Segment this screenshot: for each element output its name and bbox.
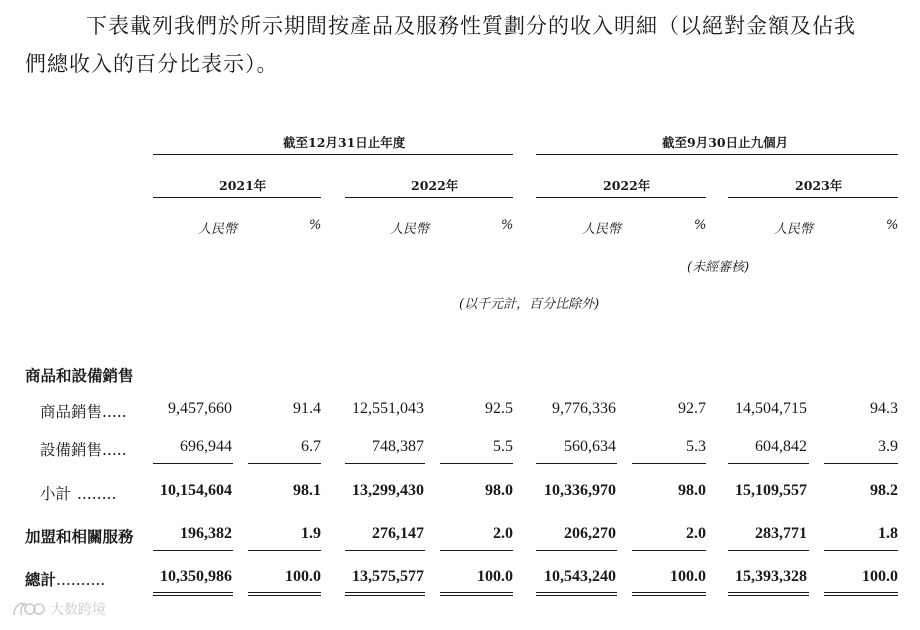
intro-line-1: 下表載列我們於所示期間按產品及服務性質劃分的收入明細（以絕對金額及佔我 [86, 14, 856, 38]
total-rule-7 [728, 550, 809, 551]
cell-goods-2023-9m-amount: 14,504,715 [735, 400, 807, 417]
brand-logo-icon [12, 600, 46, 618]
cell-goods-2022-9m-amount: 9,776,336 [552, 400, 616, 417]
total-rule-2 [248, 550, 321, 551]
cell-equipment-2023-9m-pct: 3.9 [878, 438, 898, 455]
cell-equipment-2021-pct: 6.7 [301, 438, 321, 455]
row-label-franchise: 加盟和相關服務 [25, 527, 134, 546]
percent-header-1: % [309, 218, 322, 233]
cell-franchise-2021-pct: 1.9 [301, 525, 321, 542]
watermark-text: 大数跨境 [50, 602, 106, 618]
percent-header-3: % [694, 218, 707, 233]
total-rule-1 [153, 550, 233, 551]
row-label-goods: 商品銷售..... [40, 403, 127, 421]
cell-total-2022-amount: 13,575,577 [352, 568, 424, 585]
cell-subtotal-2023-9m-pct: 98.2 [870, 482, 898, 499]
cell-subtotal-2022-9m-pct: 98.0 [678, 482, 706, 499]
percent-header-4: % [886, 218, 899, 233]
cell-goods-2022-amount: 12,551,043 [352, 400, 424, 417]
cell-goods-2021-amount: 9,457,660 [168, 400, 232, 417]
cell-equipment-2023-9m-amount: 604,842 [755, 438, 807, 455]
percent-header-2: % [501, 218, 514, 233]
currency-header-4: 人民幣 [774, 222, 814, 237]
cell-subtotal-2021-amount: 10,154,604 [160, 482, 232, 499]
cell-franchise-2022-pct: 2.0 [493, 525, 513, 542]
cell-franchise-2021-amount: 196,382 [180, 525, 232, 542]
double-rule-3 [345, 592, 425, 596]
group-rule-annual [153, 154, 513, 155]
cell-franchise-2022-amount: 276,147 [372, 525, 424, 542]
total-rule-3 [345, 550, 425, 551]
period-group-annual: 截至12月31日止年度 [283, 135, 406, 150]
currency-header-2: 人民幣 [390, 222, 430, 237]
cell-equipment-2022-9m-amount: 560,634 [564, 438, 616, 455]
cell-goods-2022-pct: 92.5 [485, 400, 513, 417]
cell-franchise-2023-9m-pct: 1.8 [878, 525, 898, 542]
row-label-subtotal: 小計 ........ [40, 485, 117, 503]
row-label-equipment: 設備銷售..... [40, 441, 127, 459]
cell-subtotal-2021-pct: 98.1 [293, 482, 321, 499]
year-rule-2023 [728, 197, 898, 198]
group-rule-nine-months [536, 154, 898, 155]
subtotal-rule-1 [153, 463, 233, 464]
cell-equipment-2022-amount: 748,387 [372, 438, 424, 455]
cell-subtotal-2022-pct: 98.0 [485, 482, 513, 499]
double-rule-4 [440, 592, 513, 596]
cell-goods-2021-pct: 91.4 [293, 400, 321, 417]
cell-total-2021-pct: 100.0 [285, 568, 321, 585]
cell-total-2021-amount: 10,350,986 [160, 568, 232, 585]
total-rule-8 [824, 550, 898, 551]
period-group-nine-months: 截至9月30日止九個月 [662, 135, 789, 150]
total-rule-4 [440, 550, 513, 551]
watermark [12, 599, 106, 619]
cell-total-2022-9m-amount: 10,543,240 [544, 568, 616, 585]
cell-subtotal-2022-amount: 13,299,430 [352, 482, 424, 499]
cell-goods-2023-9m-pct: 94.3 [870, 400, 898, 417]
cell-franchise-2022-9m-amount: 206,270 [564, 525, 616, 542]
double-rule-8 [824, 592, 898, 596]
double-rule-1 [153, 592, 233, 596]
cell-goods-2022-9m-pct: 92.7 [678, 400, 706, 417]
section-heading: 商品和設備銷售 [25, 366, 134, 385]
cell-total-2022-pct: 100.0 [477, 568, 513, 585]
cell-total-2023-9m-pct: 100.0 [862, 568, 898, 585]
subtotal-rule-2 [248, 463, 321, 464]
year-rule-2021 [153, 197, 321, 198]
subtotal-rule-8 [824, 463, 898, 464]
year-header-2023: 2023年 [795, 178, 843, 193]
cell-equipment-2022-9m-pct: 5.3 [686, 438, 706, 455]
cell-franchise-2022-9m-pct: 2.0 [686, 525, 706, 542]
currency-header-1: 人民幣 [198, 222, 238, 237]
subtotal-rule-4 [440, 463, 513, 464]
year-rule-2022-nine-months [536, 197, 706, 198]
unit-note: (以千元計，百分比除外) [459, 297, 600, 312]
intro-line-2: 們總收入的百分比表示）。 [25, 52, 279, 76]
year-header-2022: 2022年 [411, 178, 459, 193]
unaudited-note: (未經審核) [687, 260, 750, 275]
cell-subtotal-2023-9m-amount: 15,109,557 [735, 482, 807, 499]
total-rule-5 [536, 550, 617, 551]
year-rule-2022 [345, 197, 513, 198]
double-rule-5 [536, 592, 617, 596]
double-rule-7 [728, 592, 809, 596]
total-rule-6 [632, 550, 706, 551]
cell-equipment-2022-pct: 5.5 [493, 438, 513, 455]
year-header-2021: 2021年 [219, 178, 267, 193]
cell-subtotal-2022-9m-amount: 10,336,970 [544, 482, 616, 499]
subtotal-rule-7 [728, 463, 809, 464]
subtotal-rule-6 [632, 463, 706, 464]
currency-header-3: 人民幣 [582, 222, 622, 237]
year-header-2022-nine-months: 2022年 [603, 178, 651, 193]
row-label-total: 總計.......... [25, 570, 106, 589]
double-rule-6 [632, 592, 706, 596]
cell-total-2023-9m-amount: 15,393,328 [735, 568, 807, 585]
double-rule-2 [248, 592, 321, 596]
subtotal-rule-3 [345, 463, 425, 464]
cell-franchise-2023-9m-amount: 283,771 [755, 525, 807, 542]
subtotal-rule-5 [536, 463, 617, 464]
cell-total-2022-9m-pct: 100.0 [670, 568, 706, 585]
cell-equipment-2021-amount: 696,944 [180, 438, 232, 455]
